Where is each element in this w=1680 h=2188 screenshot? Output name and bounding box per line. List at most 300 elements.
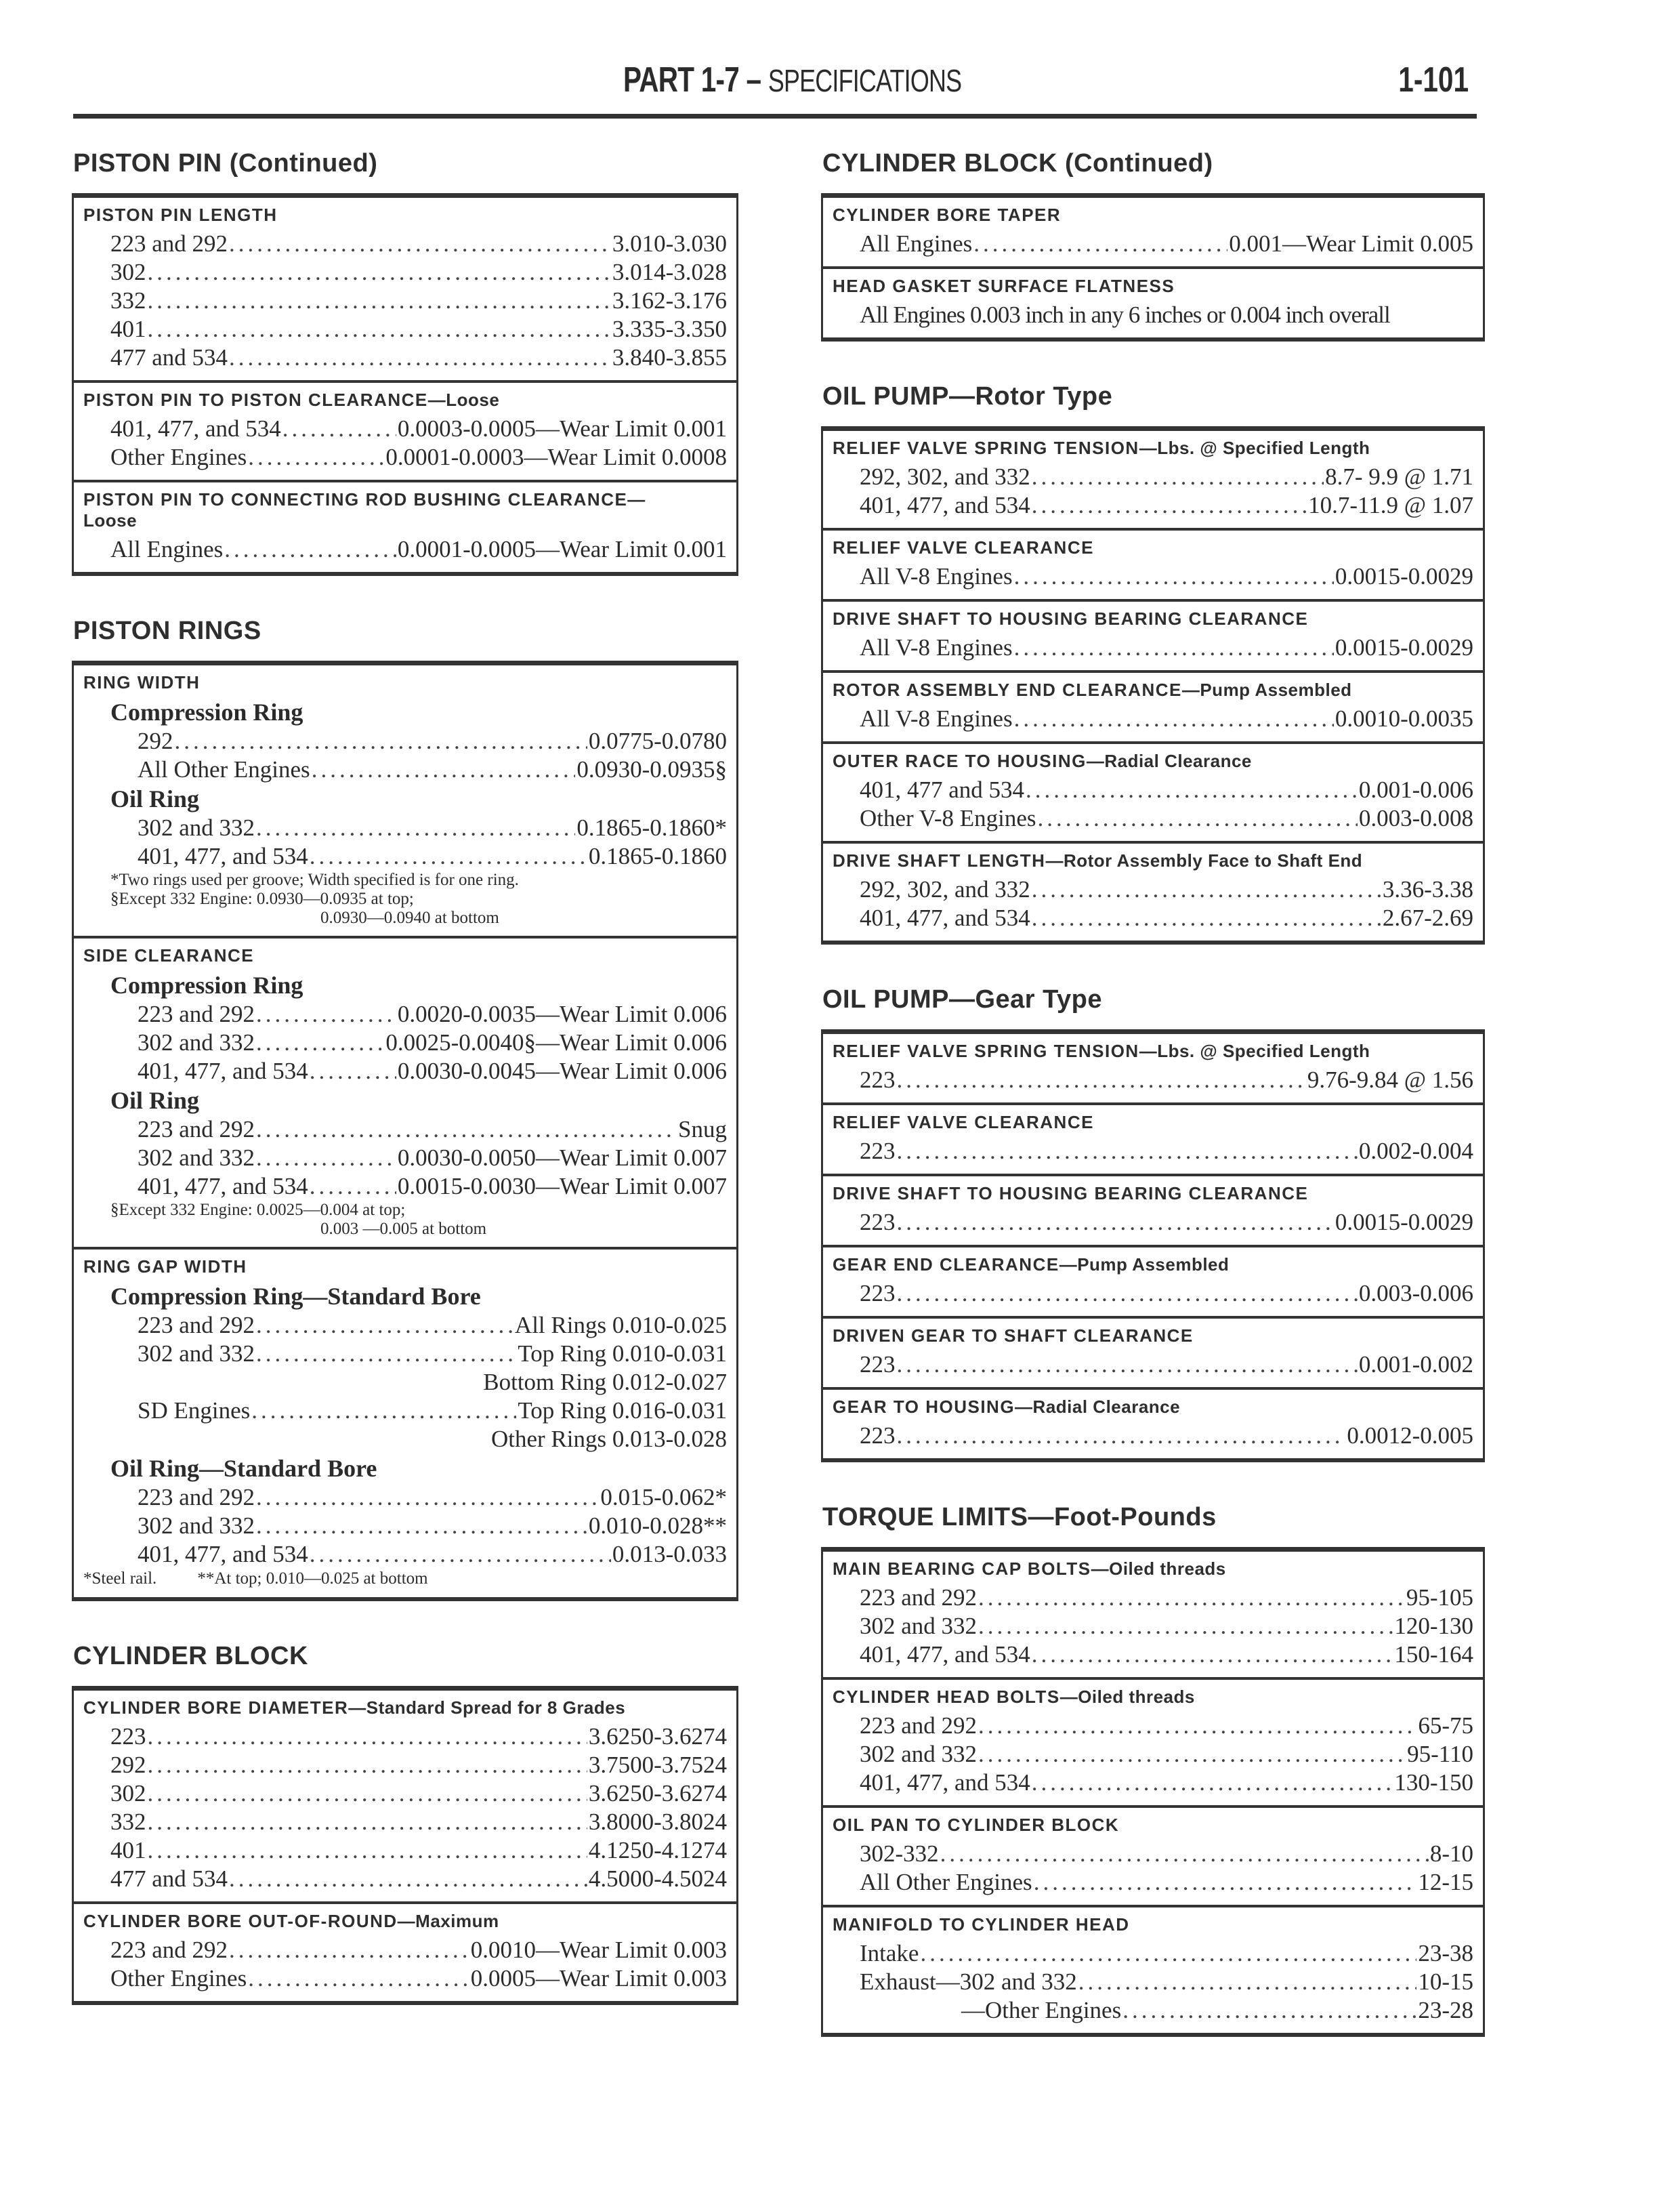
row-value: 95-105 xyxy=(1406,1584,1473,1611)
spec-row xyxy=(83,1000,727,1029)
left-column xyxy=(72,149,738,2046)
spec-row xyxy=(83,1540,727,1569)
leader-dots xyxy=(1038,804,1358,833)
subhead: Oil Ring xyxy=(110,1087,200,1114)
block-qualifier: —Oiled threads xyxy=(1091,1559,1226,1579)
leader-dots xyxy=(256,814,575,842)
spec-row xyxy=(83,443,727,472)
row-value: 23-28 xyxy=(1418,1997,1473,2023)
leader-dots xyxy=(310,842,587,871)
spec-block xyxy=(823,1316,1483,1387)
section-title-cylinder-block: CYLINDER BLOCK xyxy=(73,1642,308,1670)
leader-dots xyxy=(1014,705,1334,733)
leader-dots xyxy=(256,1483,599,1512)
block-title xyxy=(833,1183,1473,1204)
spec-block-bore-diameter xyxy=(74,1691,736,1901)
spec-block xyxy=(823,1174,1483,1245)
spec-row xyxy=(83,814,727,842)
row-label: 302 and 332 xyxy=(860,1613,978,1639)
row-label: 477 and 534 xyxy=(110,344,228,371)
block-title-text: PISTON PIN TO PISTON CLEARANCE xyxy=(83,390,428,410)
row-value: 0.002-0.004 xyxy=(1358,1138,1473,1164)
row-label: 477 and 534 xyxy=(110,1865,228,1892)
spec-row xyxy=(83,415,727,443)
spec-block-head-gasket-flatness xyxy=(823,266,1483,337)
block-title xyxy=(833,537,1473,558)
spec-row xyxy=(833,804,1473,833)
spec-row xyxy=(833,1279,1473,1308)
leader-dots xyxy=(312,756,576,784)
spec-row xyxy=(833,230,1473,258)
row-label: 223 xyxy=(110,1723,146,1750)
row-label: 401, 477 and 534 xyxy=(860,777,1025,803)
spec-row xyxy=(83,1936,727,1964)
leader-dots xyxy=(897,1422,1346,1450)
spec-block xyxy=(823,1805,1483,1905)
row-value: 0.0010—Wear Limit 0.003 xyxy=(470,1937,727,1963)
block-title-text: RELIEF VALVE CLEARANCE xyxy=(833,537,1094,558)
spec-row xyxy=(83,1512,727,1540)
leader-dots xyxy=(256,1340,516,1368)
block-qualifier: —Pump Assembled xyxy=(1059,1254,1230,1275)
block-qualifier: —Radial Clearance xyxy=(1086,751,1252,771)
row-value: Bottom Ring 0.012-0.027 xyxy=(483,1369,727,1395)
spec-row xyxy=(83,1722,727,1751)
spec-block xyxy=(823,670,1483,741)
block-title: RING WIDTH xyxy=(83,672,201,693)
footnote: §Except 332 Engine: 0.0930—0.0935 at top; xyxy=(110,890,414,908)
row-value: 3.8000-3.8024 xyxy=(588,1809,727,1835)
leader-dots xyxy=(978,1740,1406,1769)
row-value: 0.1865-0.1860 xyxy=(588,843,727,869)
row-value: 4.1250-4.1274 xyxy=(588,1837,727,1863)
leader-dots xyxy=(148,1779,587,1808)
leader-dots xyxy=(248,443,384,472)
row-value: 0.015-0.062* xyxy=(600,1484,727,1510)
spec-row xyxy=(833,491,1473,520)
spec-row xyxy=(833,1868,1473,1897)
block-qualifier: —Rotor Assembly Face to Shaft End xyxy=(1045,850,1363,871)
row-value: 0.0015-0.0029 xyxy=(1335,563,1473,590)
row-label: 302 and 332 xyxy=(860,1741,978,1767)
spec-block xyxy=(823,1552,1483,1677)
page-header xyxy=(73,54,1477,119)
row-label: All V-8 Engines xyxy=(860,563,1013,590)
row-label: 401, 477, and 534 xyxy=(138,843,308,869)
spec-block xyxy=(823,1102,1483,1174)
block-title-text: DRIVE SHAFT TO HOUSING BEARING CLEARANCE xyxy=(833,1183,1309,1203)
subhead: Oil Ring xyxy=(110,785,200,812)
footnote: §Except 332 Engine: 0.0025—0.004 at top; xyxy=(110,1201,406,1219)
block-title-text: CYLINDER BORE DIAMETER xyxy=(83,1697,349,1718)
leader-dots xyxy=(1014,562,1334,591)
row-value: 12-15 xyxy=(1418,1869,1473,1895)
block-title-text: GEAR TO HOUSING xyxy=(833,1397,1015,1417)
block-title-text: PISTON PIN TO CONNECTING ROD BUSHING CLEARANCE— xyxy=(83,489,646,510)
block-title xyxy=(833,1687,1473,1708)
spec-block-bore-taper xyxy=(823,198,1483,266)
row-label: All Engines xyxy=(110,536,224,562)
block-qualifier: Loose xyxy=(83,510,138,531)
leader-dots xyxy=(148,315,611,344)
leader-dots xyxy=(310,1172,396,1201)
page-number: 1-101 xyxy=(1398,60,1469,100)
row-value: 0.0015-0.0030—Wear Limit 0.007 xyxy=(397,1173,727,1199)
section-title-oil-pump-gear: OIL PUMP—Gear Type xyxy=(822,985,1103,1014)
spec-row xyxy=(833,1137,1473,1165)
spec-block xyxy=(823,599,1483,670)
block-title xyxy=(833,1815,1473,1836)
row-value: 8-10 xyxy=(1429,1840,1473,1867)
block-title xyxy=(833,751,1473,772)
spec-block-ring-width xyxy=(74,665,736,936)
footnote: **At top; 0.010—0.025 at bottom xyxy=(197,1569,428,1588)
spec-row xyxy=(83,344,727,372)
row-label: 292, 302, and 332 xyxy=(860,876,1030,903)
title-dash: – xyxy=(739,60,768,100)
leader-dots xyxy=(1032,1769,1393,1797)
leader-dots xyxy=(897,1350,1358,1379)
spec-row xyxy=(83,1029,727,1057)
block-qualifier: —Lbs. @ Specified Length xyxy=(1139,1041,1370,1061)
block-title-text: MANIFOLD TO CYLINDER HEAD xyxy=(833,1914,1130,1935)
leader-dots xyxy=(256,1115,677,1144)
row-value: 0.001—Wear Limit 0.005 xyxy=(1229,230,1473,257)
row-label: 302 and 332 xyxy=(138,1029,255,1056)
row-value: 0.0025-0.0040§—Wear Limit 0.006 xyxy=(385,1029,727,1056)
spec-row xyxy=(833,1612,1473,1640)
leader-dots xyxy=(920,1939,1416,1968)
row-value: 3.840-3.855 xyxy=(612,344,727,371)
block-qualifier: —Maximum xyxy=(397,1911,499,1931)
row-value: 65-75 xyxy=(1418,1712,1473,1739)
block-title: RING GAP WIDTH xyxy=(83,1256,247,1277)
block-qualifier: —Radial Clearance xyxy=(1015,1397,1181,1417)
row-label: Intake xyxy=(860,1940,919,1966)
row-value: 3.335-3.350 xyxy=(612,316,727,342)
leader-dots xyxy=(973,230,1227,258)
leader-dots xyxy=(897,1279,1358,1308)
row-value: 0.0005—Wear Limit 0.003 xyxy=(470,1965,727,1991)
row-value: Other Rings 0.013-0.028 xyxy=(490,1426,727,1452)
spec-block xyxy=(823,1677,1483,1805)
row-value: 0.003-0.008 xyxy=(1358,805,1473,831)
row-value: 0.0015-0.0029 xyxy=(1335,634,1473,661)
leader-dots xyxy=(978,1584,1405,1612)
spec-row xyxy=(833,1584,1473,1612)
leader-dots xyxy=(248,1964,469,1993)
oil-pump-rotor-box xyxy=(821,426,1485,945)
leader-dots xyxy=(229,230,611,258)
block-title xyxy=(833,1325,1473,1346)
block-qualifier: —Oiled threads xyxy=(1059,1687,1195,1707)
row-label: 302 and 332 xyxy=(138,1512,255,1539)
spec-row xyxy=(833,1066,1473,1094)
page-title xyxy=(623,60,961,100)
footnote: *Two rings used per groove; Width specified is for one ring. xyxy=(110,871,519,889)
spec-row xyxy=(83,1368,727,1397)
spec-block-side-clearance xyxy=(74,936,736,1247)
leader-dots xyxy=(1122,1996,1416,2025)
block-title xyxy=(833,1254,1473,1275)
spec-row xyxy=(833,463,1473,491)
block-title-text: OUTER RACE TO HOUSING xyxy=(833,751,1087,771)
spec-row xyxy=(833,1968,1473,1996)
row-value: 0.0030-0.0050—Wear Limit 0.007 xyxy=(397,1144,727,1171)
block-qualifier: —Pump Assembled xyxy=(1181,680,1352,700)
leader-dots xyxy=(897,1066,1306,1094)
row-value: 3.162-3.176 xyxy=(612,287,727,314)
leader-dots xyxy=(148,1722,587,1751)
spec-block xyxy=(823,841,1483,941)
row-value: 0.0001-0.0003—Wear Limit 0.0008 xyxy=(385,444,727,470)
spec-row xyxy=(83,1483,727,1512)
row-label: Exhaust—302 and 332 xyxy=(860,1968,1077,1995)
leader-dots xyxy=(1032,875,1381,904)
block-title-text: RELIEF VALVE SPRING TENSION xyxy=(833,1041,1139,1061)
spec-block-piston-pin-length xyxy=(74,198,736,380)
row-label: 223 and 292 xyxy=(110,1937,228,1963)
row-value: 0.1865-0.1860* xyxy=(576,814,727,841)
spec-row xyxy=(833,875,1473,904)
spec-row xyxy=(83,258,727,287)
row-label: —Other Engines xyxy=(961,1997,1122,2023)
row-label: 302 and 332 xyxy=(138,1340,255,1367)
spec-block xyxy=(823,528,1483,599)
spec-row xyxy=(833,1712,1473,1740)
spec-block xyxy=(823,741,1483,841)
row-value: 10-15 xyxy=(1418,1968,1473,1995)
part-subtitle: SPECIFICATIONS xyxy=(768,63,962,98)
leader-dots xyxy=(282,415,396,443)
spec-block xyxy=(823,1245,1483,1316)
block-qualifier: —Lbs. @ Specified Length xyxy=(1139,438,1370,458)
row-value: Top Ring 0.016-0.031 xyxy=(518,1397,727,1424)
row-label: 302 xyxy=(110,1780,146,1807)
block-title-text: DRIVE SHAFT LENGTH xyxy=(833,850,1046,871)
block-title-text: ROTOR ASSEMBLY END CLEARANCE xyxy=(833,680,1182,700)
spec-block-pin-to-rod-bushing xyxy=(74,480,736,572)
spec-block xyxy=(823,1387,1483,1458)
spec-row xyxy=(83,1340,727,1368)
leader-dots xyxy=(148,1751,587,1779)
right-column xyxy=(821,149,1485,2078)
oil-pump-gear-box xyxy=(821,1029,1485,1462)
spec-row xyxy=(833,634,1473,662)
leader-dots xyxy=(940,1840,1429,1868)
row-label: 223 and 292 xyxy=(110,230,228,257)
block-title-text: GEAR END CLEARANCE xyxy=(833,1254,1059,1275)
piston-pin-box xyxy=(72,193,738,576)
row-value: 3.6250-3.6274 xyxy=(588,1780,727,1807)
row-text: All Engines 0.003 inch in any 6 inches or 0.004 inch overall xyxy=(860,302,1390,328)
row-value: 8.7- 9.9 @ 1.71 xyxy=(1325,463,1473,490)
spec-block xyxy=(823,431,1483,528)
block-title xyxy=(833,1112,1473,1133)
row-value: 0.0010-0.0035 xyxy=(1335,705,1473,732)
leader-dots xyxy=(251,1397,516,1425)
row-value: 95-110 xyxy=(1407,1741,1473,1767)
footnote: *Steel rail. xyxy=(83,1569,157,1588)
block-title: CYLINDER BORE TAPER xyxy=(833,205,1062,225)
leader-dots xyxy=(229,1936,469,1964)
leader-dots xyxy=(1032,1640,1393,1669)
subhead: Compression Ring xyxy=(110,699,303,726)
part-number: PART 1-7 xyxy=(623,60,740,100)
row-label: 401, 477, and 534 xyxy=(138,1541,308,1567)
row-label: 401, 477, and 534 xyxy=(138,1058,308,1084)
row-value: Snug xyxy=(678,1116,727,1142)
row-label: 223 xyxy=(860,1422,896,1449)
spec-row xyxy=(833,1996,1473,2025)
leader-dots xyxy=(148,287,611,315)
spec-row xyxy=(833,1769,1473,1797)
block-title: SIDE CLEARANCE xyxy=(83,945,255,966)
spec-row xyxy=(833,1939,1473,1968)
block-title: HEAD GASKET SURFACE FLATNESS xyxy=(833,276,1175,296)
row-label: 292 xyxy=(138,728,173,754)
leader-dots xyxy=(1026,776,1358,804)
section-title-torque-limits: TORQUE LIMITS—Foot-Pounds xyxy=(822,1503,1217,1531)
spec-row xyxy=(833,301,1473,329)
section-title-piston-pin: PISTON PIN (Continued) xyxy=(73,149,378,178)
cylinder-block-box xyxy=(72,1686,738,2005)
row-label: 332 xyxy=(110,287,146,314)
row-label: 223 and 292 xyxy=(138,1312,255,1338)
row-value: 120-130 xyxy=(1394,1613,1473,1639)
row-value: 0.0015-0.0029 xyxy=(1335,1209,1473,1235)
spec-row xyxy=(83,1397,727,1425)
row-value: 0.0012-0.005 xyxy=(1347,1422,1473,1449)
row-label: 223 and 292 xyxy=(860,1584,978,1611)
subhead: Compression Ring xyxy=(110,972,303,999)
leader-dots xyxy=(978,1712,1416,1740)
leader-dots xyxy=(978,1612,1393,1640)
block-title xyxy=(833,1397,1473,1418)
spec-row xyxy=(83,1779,727,1808)
row-label: 401 xyxy=(110,316,146,342)
row-value: 9.76-9.84 @ 1.56 xyxy=(1307,1067,1473,1093)
block-title-text: MAIN BEARING CAP BOLTS xyxy=(833,1559,1091,1579)
spec-row xyxy=(83,1808,727,1836)
row-value: 0.010-0.028** xyxy=(588,1512,727,1539)
leader-dots xyxy=(897,1137,1358,1165)
spec-row xyxy=(83,727,727,756)
spec-row xyxy=(833,1640,1473,1669)
row-value: 3.014-3.028 xyxy=(612,259,727,285)
spec-row xyxy=(83,287,727,315)
row-value: 10.7-11.9 @ 1.07 xyxy=(1308,492,1473,518)
spec-block-ring-gap-width xyxy=(74,1247,736,1597)
row-value: 3.7500-3.7524 xyxy=(588,1752,727,1778)
leader-dots xyxy=(148,1808,587,1836)
spec-block xyxy=(823,1034,1483,1102)
row-value: 2.67-2.69 xyxy=(1382,905,1473,931)
block-title xyxy=(833,1914,1473,1935)
row-value: 0.0020-0.0035—Wear Limit 0.006 xyxy=(397,1001,727,1027)
leader-dots xyxy=(224,535,396,564)
subhead: Oil Ring—Standard Bore xyxy=(110,1455,377,1482)
leader-dots xyxy=(1014,634,1334,662)
spec-block-bore-out-of-round xyxy=(74,1901,736,2001)
row-value: 3.36-3.38 xyxy=(1382,876,1473,903)
spec-row xyxy=(83,230,727,258)
block-title xyxy=(83,205,727,226)
row-label: 223 and 292 xyxy=(860,1712,978,1739)
row-label: 223 and 292 xyxy=(138,1484,255,1510)
leader-dots xyxy=(229,344,611,372)
leader-dots xyxy=(256,1311,513,1340)
row-label: All V-8 Engines xyxy=(860,634,1013,661)
block-title xyxy=(83,1911,727,1932)
block-title xyxy=(833,680,1473,701)
row-value: 130-150 xyxy=(1394,1769,1473,1796)
row-value: 0.001-0.006 xyxy=(1358,777,1473,803)
spec-row xyxy=(833,1740,1473,1769)
leader-dots xyxy=(1032,491,1307,520)
block-qualifier: —Loose xyxy=(427,390,500,410)
leader-dots xyxy=(310,1540,611,1569)
spec-row xyxy=(83,1425,727,1453)
row-value: 0.0003-0.0005—Wear Limit 0.001 xyxy=(397,415,727,442)
spec-row xyxy=(833,1350,1473,1379)
block-qualifier: —Standard Spread for 8 Grades xyxy=(348,1697,626,1718)
spec-row xyxy=(833,904,1473,932)
block-title-text: RELIEF VALVE CLEARANCE xyxy=(833,1112,1094,1132)
leader-dots xyxy=(256,1144,396,1172)
leader-dots xyxy=(256,1029,384,1057)
row-label: 401, 477, and 534 xyxy=(860,492,1030,518)
row-label: 223 xyxy=(860,1280,896,1306)
row-label: 401, 477, and 534 xyxy=(138,1173,308,1199)
row-label: 302 and 332 xyxy=(138,1144,255,1171)
torque-limits-box xyxy=(821,1547,1485,2037)
spec-row xyxy=(833,776,1473,804)
spec-row xyxy=(83,1144,727,1172)
spec-row xyxy=(83,535,727,564)
leader-dots xyxy=(310,1057,396,1086)
row-value: 150-164 xyxy=(1394,1641,1473,1668)
row-value: 23-38 xyxy=(1418,1940,1473,1966)
row-value: All Rings 0.010-0.025 xyxy=(514,1312,727,1338)
section-title-cylinder-block-continued: CYLINDER BLOCK (Continued) xyxy=(822,149,1213,178)
row-label: All V-8 Engines xyxy=(860,705,1013,732)
leader-dots xyxy=(148,258,611,287)
row-value: 0.001-0.002 xyxy=(1358,1351,1473,1378)
row-value: Top Ring 0.010-0.031 xyxy=(518,1340,727,1367)
spec-row xyxy=(833,1840,1473,1868)
block-title xyxy=(83,390,727,411)
row-label: 401, 477, and 534 xyxy=(860,905,1030,931)
row-value: 3.6250-3.6274 xyxy=(588,1723,727,1750)
row-value: 3.010-3.030 xyxy=(612,230,727,257)
block-title-text: DRIVEN GEAR TO SHAFT CLEARANCE xyxy=(833,1325,1194,1346)
block-title xyxy=(83,489,727,531)
spec-row xyxy=(83,1057,727,1086)
leader-dots xyxy=(1034,1868,1417,1897)
block-title-text: PISTON PIN LENGTH xyxy=(83,205,278,225)
block-title xyxy=(833,438,1473,459)
row-label: 401 xyxy=(110,1837,146,1863)
spec-block-pin-to-piston-clearance xyxy=(74,380,736,480)
leader-dots xyxy=(897,1208,1334,1237)
spec-row xyxy=(833,1208,1473,1237)
row-value: 0.0930-0.0935§ xyxy=(576,756,727,783)
row-label: 223 and 292 xyxy=(138,1116,255,1142)
row-label: Other Engines xyxy=(110,1965,247,1991)
block-title-text: DRIVE SHAFT TO HOUSING BEARING CLEARANCE xyxy=(833,608,1309,629)
leader-dots xyxy=(1032,904,1381,932)
